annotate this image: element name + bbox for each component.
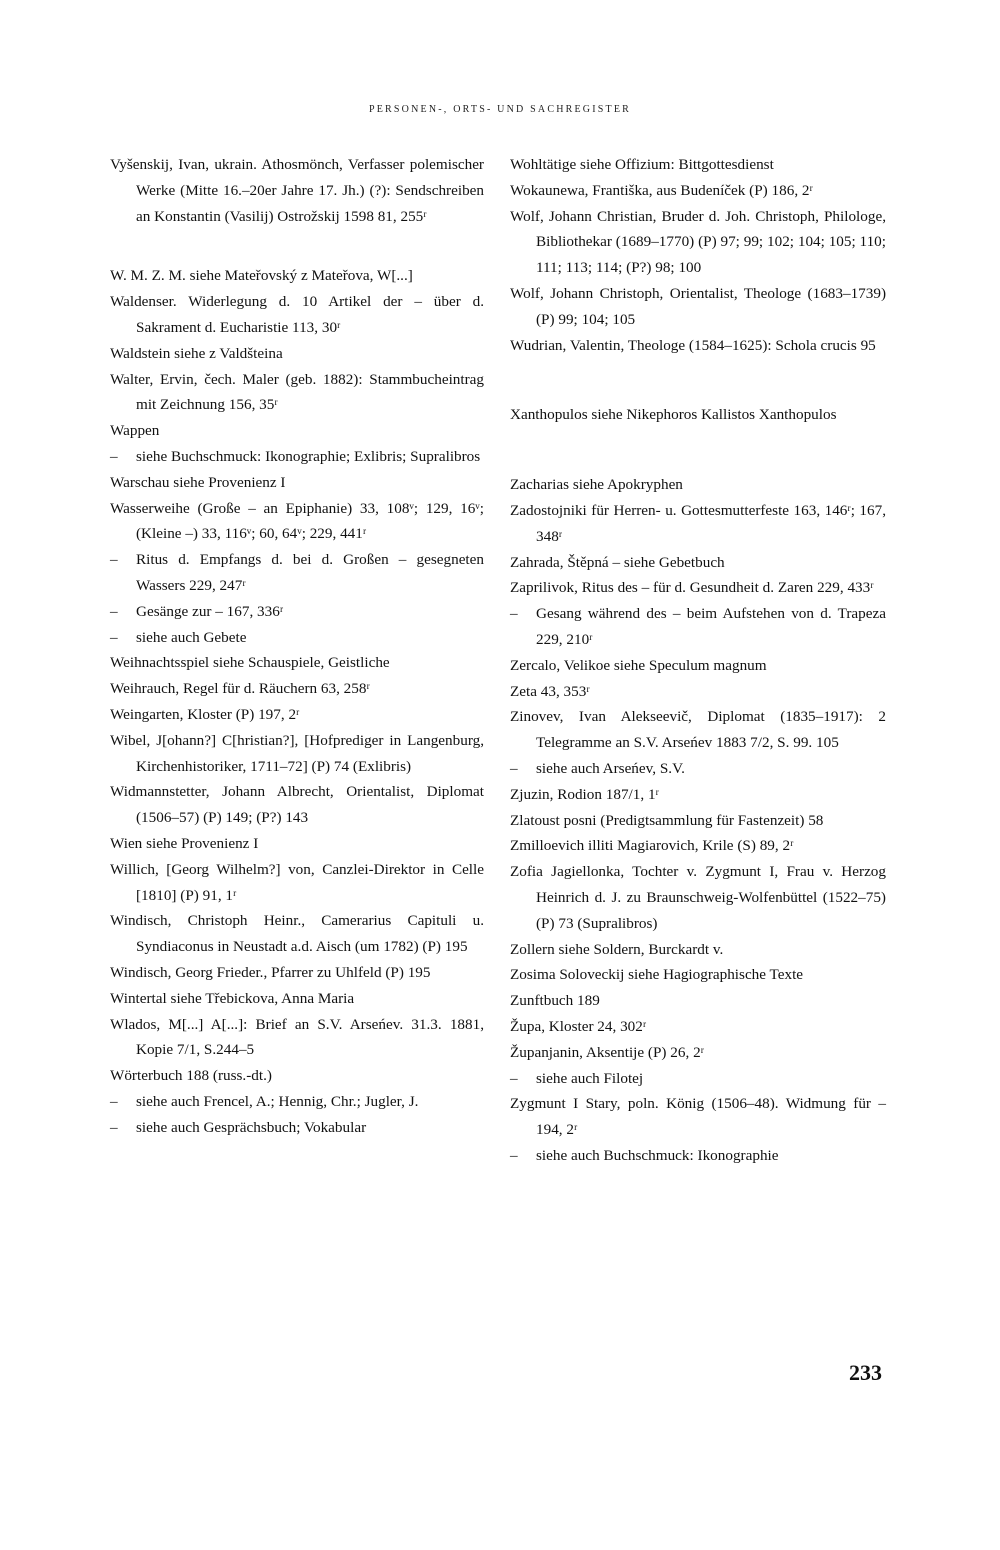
index-entry: Weingarten, Kloster (P) 197, 2ʳ	[110, 705, 300, 723]
index-entry: Wudrian, Valentin, Theologe (1584–1625): Schola crucis 95	[510, 336, 876, 354]
index-entry: Zygmunt I Stary, poln. König (1506–48). Widmung für – 194, 2ʳ	[510, 1095, 886, 1139]
index-entry: Windisch, Georg Frieder., Pfarrer zu Uhlfeld (P) 195	[110, 963, 431, 981]
index-entry: Waldstein siehe z Valdšteina	[110, 344, 283, 362]
index-entry: Weihnachtsspiel siehe Schauspiele, Geistliche	[110, 654, 390, 672]
index-subentry	[110, 599, 484, 625]
index-entry: Zacharias siehe Apokryphen	[510, 476, 683, 494]
subentry-dash: –	[510, 1146, 518, 1164]
subentry-text: siehe auch Frencel, A.; Hennig, Chr.; Jugler, J.	[136, 1092, 419, 1110]
index-entry: Wasserweihe (Große – an Epiphanie) 33, 108ᵛ; 129, 16ᵛ; (Kleine –) 33, 116ᵛ; 60, 64ᵛ; 229, 441ʳ	[110, 499, 484, 543]
left-column	[110, 152, 484, 1140]
index-subentry	[510, 1143, 886, 1169]
index-entry: Waldenser. Widerlegung d. 10 Artikel der – über d. Sakrament d. Eucharistie 113, 30ʳ	[110, 293, 484, 336]
index-entry: Wlados, M[...] A[...]: Brief an S.V. Arseńev. 31.3. 1881, Kopie 7/1, S.244–5	[110, 1015, 484, 1059]
index-entry: Župa, Kloster 24, 302ʳ	[510, 1017, 647, 1035]
index-entry: Widmannstetter, Johann Albrecht, Orientalist, Diplomat (1506–57) (P) 149; (P?) 143	[110, 783, 484, 827]
index-subentry	[110, 1115, 484, 1141]
subentry-text: Gesänge zur – 167, 336ʳ	[136, 602, 284, 620]
index-subentry	[510, 1066, 886, 1092]
subentry-dash: –	[110, 1118, 118, 1136]
subentry-dash: –	[110, 447, 118, 465]
subentry-dash: –	[110, 1092, 118, 1110]
index-entry: Vyšenskij, Ivan, ukrain. Athosmönch, Verfasser polemischer Werke (Mitte 16.–20er Jahre 17. Jh.) (?): Sendschreiben an Konstantin (Vasilij) Ostrožskij 1598 81, 255ʳ	[110, 156, 484, 225]
index-entry: Weihrauch, Regel für d. Räuchern 63, 258ʳ	[110, 680, 370, 698]
index-entry: Zofia Jagiellonka, Tochter v. Zygmunt I, Frau v. Herzog Heinrich d. J. zu Braunschweig-Wolfenbüttel (1522–75) (P) 73 (Supralibros)	[510, 863, 886, 932]
index-entry: Zunftbuch 189	[510, 992, 600, 1010]
subentry-text: siehe auch Filotej	[536, 1069, 644, 1087]
index-entry: Wörterbuch 188 (russ.-dt.)	[110, 1067, 272, 1085]
index-entry: Zadostojniki für Herren- u. Gottesmutterfeste 163, 146ʳ; 167, 348ʳ	[510, 501, 886, 545]
subentry-text: siehe Buchschmuck: Ikonographie; Exlibris; Supralibros	[136, 447, 481, 465]
subentry-dash: –	[110, 551, 118, 569]
subentry-dash: –	[110, 602, 118, 620]
index-entry: Willich, [Georg Wilhelm?] von, Canzlei-Direktor in Celle [1810] (P) 91, 1ʳ	[110, 860, 484, 904]
index-entry: Windisch, Christoph Heinr., Camerarius Capituli u. Syndiaconus in Neustadt a.d. Aisch (um 1782) (P) 195	[110, 912, 484, 956]
subentry-text: siehe auch Gesprächsbuch; Vokabular	[136, 1118, 367, 1136]
index-subentry	[510, 601, 886, 653]
index-entry: Zaprilivok, Ritus des – für d. Gesundheit d. Zaren 229, 433ʳ	[510, 579, 874, 597]
index-entry: Zmilloevich illiti Magiarovich, Krile (S) 89, 2ʳ	[510, 837, 794, 855]
index-entry: Zeta 43, 353ʳ	[510, 682, 590, 700]
index-subentry	[110, 444, 484, 470]
index-entry: Zinovev, Ivan Alekseevič, Diplomat (1835–1917): 2 Telegramme an S.V. Arseńev 1883 7/2, S. 99. 105	[510, 708, 886, 752]
index-subentry	[110, 547, 484, 599]
right-column	[510, 152, 886, 1169]
index-entry: Wintertal siehe Třebickova, Anna Maria	[110, 989, 355, 1007]
index-entry: Zlatoust posni (Predigtsammlung für Fastenzeit) 58	[510, 811, 824, 829]
subentry-dash: –	[110, 628, 118, 646]
index-subentry	[510, 756, 886, 782]
subentry-text: siehe auch Buchschmuck: Ikonographie	[536, 1146, 779, 1164]
index-entry: Wolf, Johann Christian, Bruder d. Joh. Christoph, Philologe, Bibliothekar (1689–1770) (P) 97; 99; 102; 104; 105; 110; 111; 113; 114; (P?) 98; 100	[510, 207, 886, 277]
subentry-text: Gesang während des – beim Aufstehen von d. Trapeza 229, 210ʳ	[536, 605, 886, 648]
index-entry: Warschau siehe Provenienz I	[110, 473, 286, 491]
index-entry: Zercalo, Velikoe siehe Speculum magnum	[510, 656, 767, 674]
index-subentry	[110, 625, 484, 651]
subentry-dash: –	[510, 605, 518, 623]
index-entry: Wibel, J[ohann?] C[hristian?], [Hofprediger in Langenburg, Kirchenhistoriker, 1711–72] (P) 74 (Exlibris)	[110, 731, 484, 775]
page-number: 233	[849, 1360, 882, 1385]
index-entry: Walter, Ervin, čech. Maler (geb. 1882): Stammbucheintrag mit Zeichnung 156, 35ʳ	[110, 370, 484, 414]
running-head: PERSONEN-, ORTS- UND SACHREGISTER	[368, 104, 631, 115]
index-entry: Xanthopulos siehe Nikephoros Kallistos Xanthopulos	[510, 406, 837, 424]
subentry-dash: –	[510, 759, 518, 777]
subentry-text: Ritus d. Empfangs d. bei d. Großen – gesegneten Wassers 229, 247ʳ	[136, 551, 484, 594]
index-entry: Wohltätige siehe Offizium: Bittgottesdienst	[510, 156, 774, 173]
index-entry: Zjuzin, Rodion 187/1, 1ʳ	[510, 785, 659, 803]
subentry-dash: –	[510, 1069, 518, 1087]
index-entry: Županjanin, Aksentije (P) 26, 2ʳ	[510, 1043, 704, 1061]
index-entry: Wolf, Johann Christoph, Orientalist, Theologe (1683–1739) (P) 99; 104; 105	[510, 284, 886, 328]
index-entry: Wappen	[110, 422, 160, 440]
index-entry: Zahrada, Štěpná – siehe Gebetbuch	[510, 553, 725, 571]
index-entry: W. M. Z. M. siehe Mateřovský z Mateřova, W[...]	[110, 267, 413, 285]
index-entry: Wokaunewa, Františka, aus Budeníček (P) 186, 2ʳ	[510, 181, 813, 199]
subentry-text: siehe auch Arseńev, S.V.	[536, 759, 685, 777]
subentry-text: siehe auch Gebete	[136, 628, 247, 646]
index-entry: Wien siehe Provenienz I	[110, 834, 259, 852]
index-entry: Zosima Soloveckij siehe Hagiographische Texte	[510, 966, 804, 984]
index-entry: Zollern siehe Soldern, Burckardt v.	[510, 940, 724, 958]
index-subentry	[110, 1089, 484, 1115]
